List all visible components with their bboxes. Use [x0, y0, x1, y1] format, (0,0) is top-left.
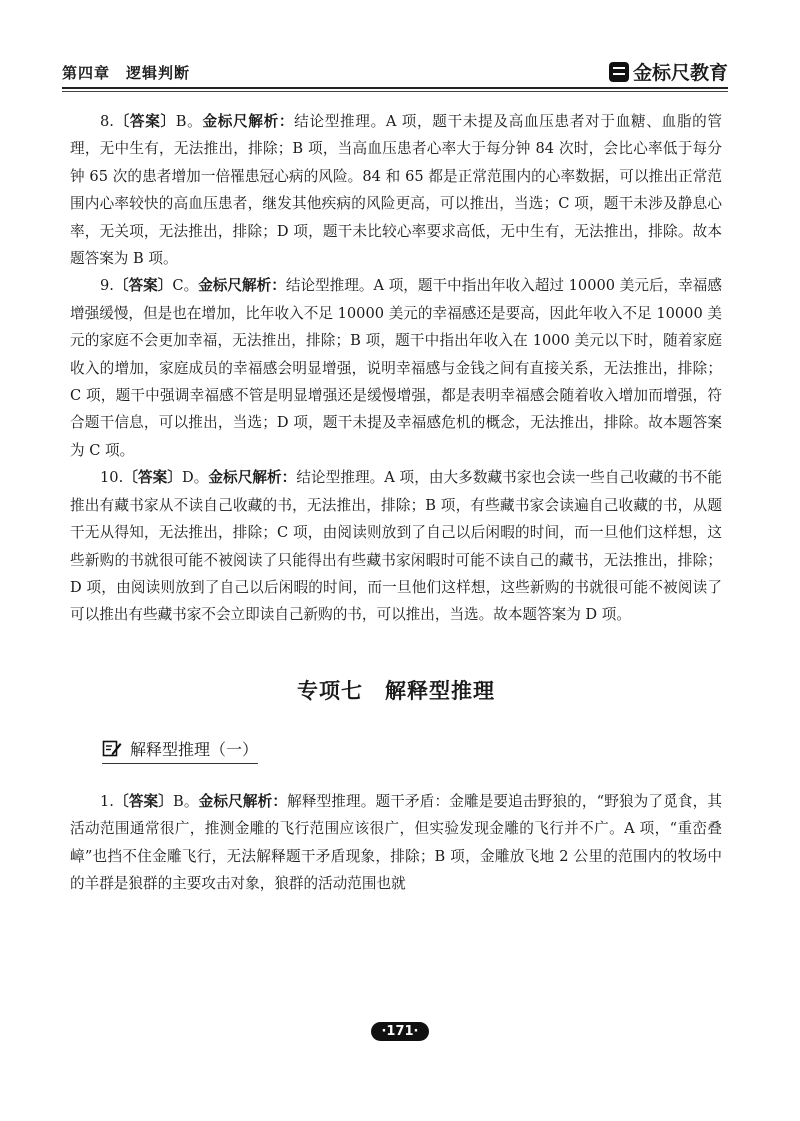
answer-value: C。 [172, 277, 199, 295]
page-header [62, 58, 728, 88]
answer-paragraph-8 [70, 108, 722, 272]
analysis-text: 结论型推理。A 项，题干中指出年收入超过 10000 美元后，幸福感增强缓慢，但是也在增加，比年收入不足 10000 美元的幸福感还是要高，因此年收入不足 10000 美元的家庭不会更加幸福，无法推出，排除；B 项，题干中指出年收入在 1000 美元以下时，随着家庭收入的增加，家庭成员的幸福感会明显增强，说明幸福感与金钱之间有直接关系，无法推出，排除；C 项，题干中强调幸福感不管是明显增强还是缓慢增强，都是表明幸福感会随着收入增加而增强，符合题干信息，可以推出，当选；D 项，题干未提及幸福感危机的概念，无法推出，排除。故本题答案为 C 项。 [70, 277, 722, 459]
answer-paragraph-10 [70, 464, 722, 628]
header-divider [62, 87, 728, 89]
subsection-title: 解释型推理（一） [130, 739, 259, 759]
section-title-part-b: 解释型推理 [385, 678, 495, 703]
chapter-title: 第四章 逻辑判断 [62, 64, 191, 82]
answer-label: 〔答案〕 [113, 113, 176, 130]
analysis-label: 金标尺解析： [198, 277, 286, 295]
brand-name: 金标尺教育 [632, 62, 728, 84]
answer-value: D。 [181, 469, 209, 487]
answer-label: 〔答案〕 [113, 277, 173, 295]
answer-value: B。 [173, 792, 199, 810]
question-number: 1. [100, 792, 114, 810]
analysis-label: 金标尺解析： [198, 792, 288, 810]
brand-icon [609, 62, 629, 82]
analysis-label: 金标尺解析： [202, 113, 295, 130]
edit-note-icon [102, 738, 122, 758]
page-content [70, 108, 722, 897]
answer-paragraph-9 [70, 272, 722, 464]
analysis-text: 解释型推理。题干矛盾：金雕是要追击野狼的，“野狼为了觅食，其活动范围通常很广，推测金雕的飞行范围应该很广，但实验发现金雕的飞行并不广。A 项，“重峦叠嶂”也挡不住金雕飞行，无法解释题干矛盾现象，排除；B 项，金雕放飞地 2 公里的范围内的牧场中的羊群是狼群的主要攻击对象，狼群的活动范围也就 [70, 792, 722, 892]
analysis-label: 金标尺解析： [208, 469, 297, 487]
question-number: 10. [100, 469, 124, 487]
question-number: 9. [100, 277, 114, 295]
analysis-text: 结论型推理。A 项，由大多数藏书家也会读一些自己收藏的书不能推出有藏书家从不读自己收藏的书，无法推出，排除；B 项，有些藏书家会读遍自己收藏的书，从题干无从得知，无法推出，排除；C 项，由阅读则放到了自己以后闲暇的时间，而一旦他们这样想，这些新购的书就很可能不被阅读了只能得出有些藏书家闲暇时可能不读自己的藏书，无法推出，排除；D 项，由阅读则放到了自己以后闲暇的时间，而一旦他们这样想，这些新购的书就很可能不被阅读了可以推出有些藏书家不会立即读自己新购的书，可以推出，当选。故本题答案为 D 项。 [70, 469, 722, 624]
answer-label: 〔答案〕 [113, 792, 174, 810]
question-number: 8. [100, 113, 114, 130]
page-number: ·171· [371, 1022, 428, 1041]
answer-label: 〔答案〕 [123, 469, 182, 487]
page-footer [0, 1020, 800, 1041]
section-title [70, 669, 722, 713]
header-divider-thin [62, 91, 728, 92]
answer-paragraph-1 [70, 788, 722, 898]
answer-value: B。 [175, 113, 203, 130]
section-title-part-a: 专项七 [297, 678, 363, 703]
subsection-heading [102, 737, 258, 764]
analysis-text: 结论型推理。A 项，题干未提及高血压患者对于血糖、血脂的管理，无中生有，无法推出，排除；B 项，当高血压患者心率大于每分钟 84 次时，会比心率低于每分钟 65 次的患者增加一倍罹患冠心病的风险。84 和 65 都是正常范围内的心率数据，可以推出正常范围内心率较快的高血压患者，继发其他疾病的风险更高，可以推出，当选；C 项，题干未涉及静息心率，无关项，无法推出，排除；D 项，题干未比较心率要求高低，无中生有，无法推出，排除。故本题答案为 B 项。 [70, 113, 722, 268]
brand-logo [609, 58, 728, 85]
